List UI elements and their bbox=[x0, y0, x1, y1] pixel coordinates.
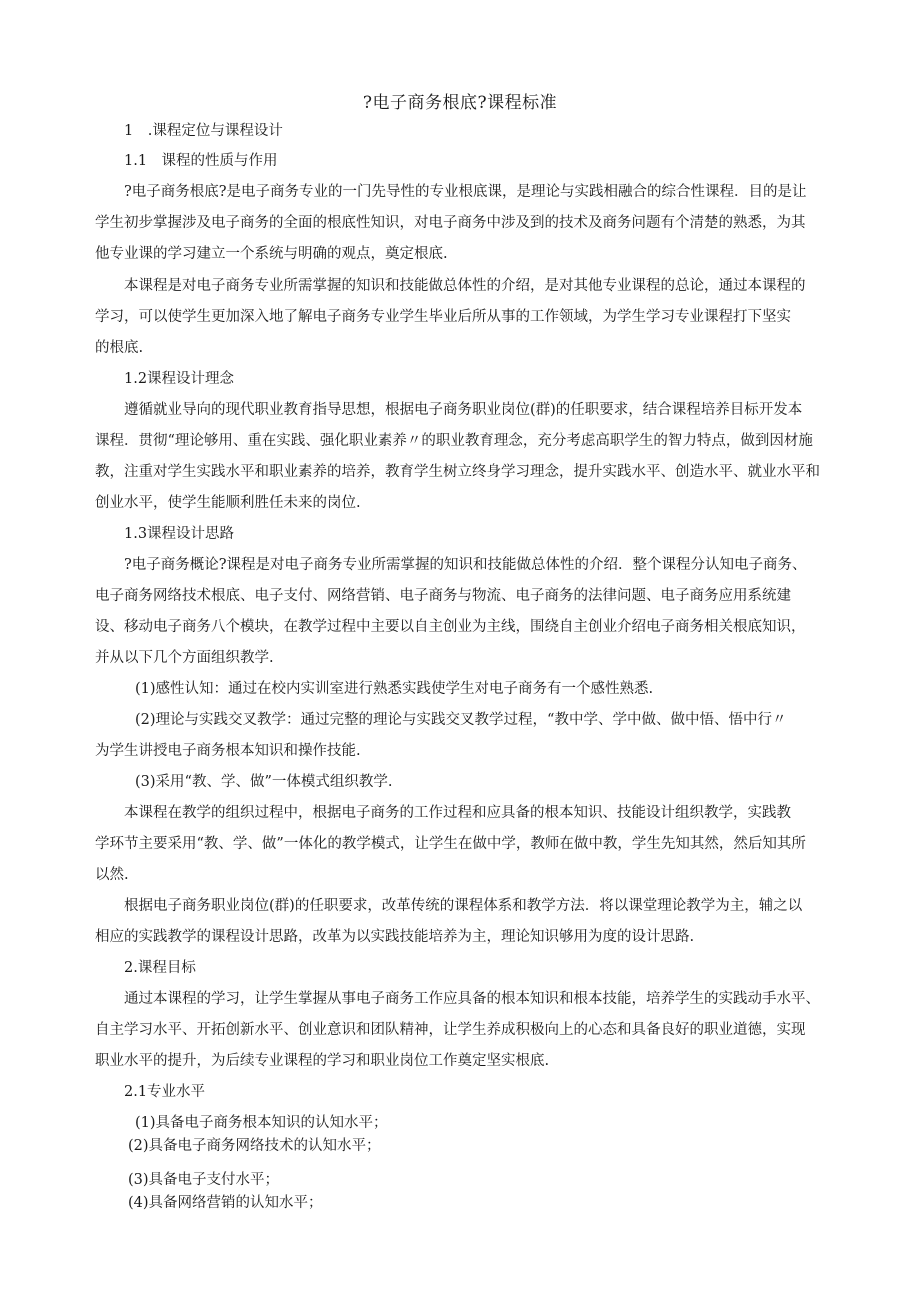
list-item: (4)具备网络营销的认知水平； bbox=[128, 1195, 323, 1211]
paragraph-line: ?电子商务概论?课程是对电子商务专业所需掌握的知识和技能做总体性的介绍．整个课程分认知电子商务、 bbox=[124, 557, 807, 573]
list-item-continuation: 为学生讲授电子商务根本知识和操作技能. bbox=[95, 743, 361, 759]
paragraph-line: 并从以下几个方面组织教学. bbox=[95, 650, 274, 666]
paragraph-line: 课程．贯彻“理论够用、重在实践、强化职业素养〃的职业教育理念，充分考虑高职学生的智力特点，做到因材施 bbox=[95, 433, 813, 449]
paragraph-line: 电子商务网络技术根底、电子支付、网络营销、电子商务与物流、电子商务的法律问题、电子商务应用系统建 bbox=[95, 588, 791, 604]
page-title: ?电子商务根底?课程标准 bbox=[362, 93, 558, 113]
heading-1-3: 1.3课程设计思路 bbox=[124, 526, 235, 542]
list-item: (2)具备电子商务网络技术的认知水平； bbox=[128, 1138, 381, 1154]
paragraph-line: 本课程是对电子商务专业所需掌握的知识和技能做总体性的介绍，是对其他专业课程的总论，通过本课程的 bbox=[124, 278, 806, 294]
list-item: (1)感性认知：通过在校内实训室进行熟悉实践使学生对电子商务有一个感性熟悉. bbox=[135, 681, 654, 697]
heading-2-1: 2.1专业水平 bbox=[124, 1084, 206, 1100]
heading-section-1: 1 .课程定位与课程设计 bbox=[124, 123, 283, 139]
paragraph-line: 教，注重对学生实践水平和职业素养的培养，教育学生树立终身学习理念，提升实践水平、创造水平、就业水平和 bbox=[95, 464, 820, 480]
paragraph-line: 设、移动电子商务八个模块，在教学过程中主要以自主创业为主线，围绕自主创业介绍电子商务相关根底知识， bbox=[95, 619, 806, 635]
paragraph-line: 学习，可以使学生更加深入地了解电子商务专业学生毕业后所从事的工作领域，为学生学习专业课程打下坚实 bbox=[95, 309, 791, 325]
paragraph-line: 以然. bbox=[95, 867, 129, 883]
paragraph-line: 相应的实践教学的课程设计思路，改革为以实践技能培养为主，理论知识够用为度的设计思路. bbox=[95, 929, 695, 945]
paragraph-line: 自主学习水平、开拓创新水平、创业意识和团队精神，让学生养成积极向上的心态和具备良好的职业道德，实现 bbox=[95, 1022, 806, 1038]
paragraph-line: 遵循就业导向的现代职业教育指导思想，根据电子商务职业岗位(群)的任职要求，结合课程培养目标开发本 bbox=[124, 402, 803, 418]
paragraph-line: ?电子商务根底?是电子商务专业的一门先导性的专业根底课，是理论与实践相融合的综合性课程．目的是让 bbox=[124, 184, 807, 200]
list-item: (3)采用“教、学、做”一体模式组织教学. bbox=[135, 774, 393, 790]
paragraph-line: 通过本课程的学习，让学生掌握从事电子商务工作应具备的根本知识和根本技能，培养学生的实践动手水平、 bbox=[124, 991, 820, 1007]
paragraph-line: 创业水平，使学生能顺利胜任未来的岗位. bbox=[95, 495, 361, 511]
heading-section-2: 2.课程目标 bbox=[124, 960, 196, 976]
heading-1-1: 1.1 课程的性质与作用 bbox=[124, 153, 278, 169]
paragraph-line: 学生初步掌握涉及电子商务的全面的根底性知识，对电子商务中涉及到的技术及商务问题有个清楚的熟悉，为其 bbox=[95, 215, 806, 231]
paragraph-line: 职业水平的提升，为后续专业课程的学习和职业岗位工作奠定坚实根底. bbox=[95, 1053, 550, 1069]
paragraph-line: 他专业课的学习建立一个系统与明确的观点，奠定根底. bbox=[95, 246, 448, 262]
list-item: (2)理论与实践交叉教学：通过完整的理论与实践交叉教学过程，“教中学、学中做、做中悟、悟中行〃 bbox=[135, 712, 787, 728]
heading-1-2: 1.2课程设计理念 bbox=[124, 371, 235, 387]
paragraph-line: 根据电子商务职业岗位(群)的任职要求，改革传统的课程体系和教学方法．将以课堂理论教学为主，辅之以 bbox=[124, 898, 803, 914]
list-item: (1)具备电子商务根本知识的认知水平； bbox=[135, 1115, 388, 1131]
paragraph-line: 的根底. bbox=[95, 340, 144, 356]
paragraph-line: 本课程在教学的组织过程中，根据电子商务的工作过程和应具备的根本知识、技能设计组织教学，实践教 bbox=[124, 805, 791, 821]
paragraph-line: 学环节主要采用“教、学、做”一体化的教学模式，让学生在做中学，教师在做中教，学生先知其然，然后知其所 bbox=[95, 836, 806, 852]
list-item: (3)具备电子支付水平； bbox=[128, 1172, 280, 1188]
